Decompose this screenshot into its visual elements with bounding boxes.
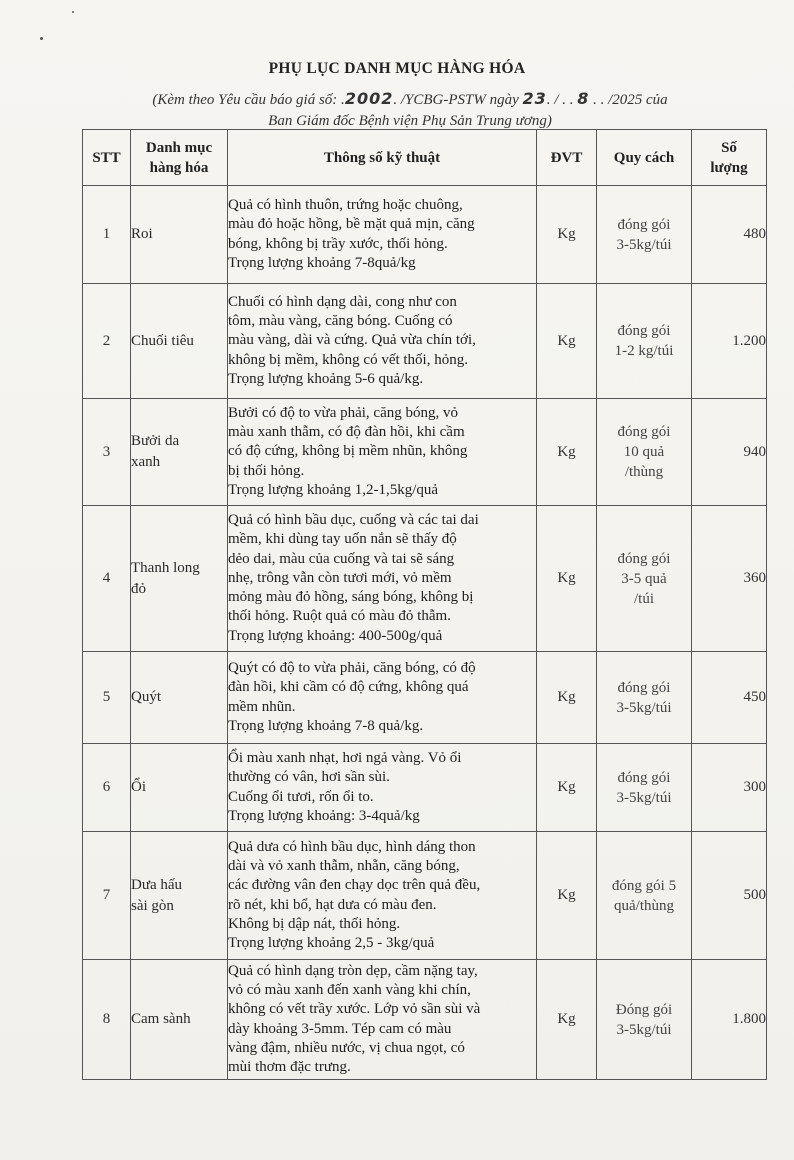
table-row: [83, 399, 767, 506]
spec-line: các đường vân đen chạy dọc trên quả đều,: [228, 877, 481, 894]
spec-line: nhẹ, trông vẫn còn tươi mới, vỏ mềm: [228, 569, 452, 586]
spec-line: Trọng lượng khoảng 7-8 quả/kg.: [228, 717, 424, 734]
row-quantity: 940: [692, 399, 767, 506]
row-stt: 3: [83, 399, 131, 506]
header-qty-line: Số: [721, 139, 737, 156]
item-name-line: Chuối tiêu: [131, 332, 194, 349]
row-stt: 5: [83, 652, 131, 744]
row-stt: 2: [83, 284, 131, 399]
table-row: [83, 832, 767, 960]
row-packaging: [597, 744, 692, 832]
spec-line: tôm, màu vàng, căng bóng. Cuống có: [228, 313, 453, 330]
document-subtitle: [0, 88, 794, 132]
spec-line: màu đỏ hoặc hồng, bề mặt quả mịn, căng: [228, 216, 475, 233]
spec-line: Trọng lượng khoảng 1,2-1,5kg/quả: [228, 481, 439, 498]
spec-line: đàn hồi, khi cầm có độ cứng, không quá: [228, 679, 469, 696]
header-stt: STT: [83, 130, 131, 186]
goods-table-body: [83, 186, 767, 1080]
spec-line: Quýt có độ to vừa phải, căng bóng, có độ: [228, 659, 476, 676]
row-item-name: [131, 744, 228, 832]
document-title: PHỤ LỤC DANH MỤC HÀNG HÓA: [268, 60, 526, 77]
packaging-line: đóng gói: [617, 216, 671, 233]
spec-line: Quả có hình thuôn, trứng hoặc chuông,: [228, 196, 463, 213]
row-unit: Kg: [537, 284, 597, 399]
spec-line: Quả dưa có hình bầu dục, hình dáng thon: [228, 838, 476, 855]
spec-line: dài và vỏ xanh thẫm, nhẵn, căng bóng,: [228, 857, 460, 874]
spec-line: có độ cứng, không bị mềm nhũn, không: [228, 443, 468, 460]
spec-line: mỏng màu đỏ hồng, sáng bóng, không bị: [228, 589, 474, 606]
packaging-line: 3-5kg/túi: [616, 699, 672, 716]
row-stt: 8: [83, 960, 131, 1080]
spec-line: màu xanh thẫm, có độ đàn hồi, khi cầm: [228, 424, 465, 441]
spec-line: dẻo dai, màu của cuống và tai sẽ sáng: [228, 550, 455, 567]
header-unit: ĐVT: [537, 130, 597, 186]
row-packaging: [597, 506, 692, 652]
row-quantity: 450: [692, 652, 767, 744]
spec-line: mềm nhũn.: [228, 698, 296, 715]
spec-line: Quả có hình dạng tròn dẹp, cầm nặng tay,: [228, 962, 478, 979]
item-name-line: Cam sành: [131, 1011, 191, 1027]
row-spec: [228, 960, 537, 1080]
item-name-line: Quýt: [131, 689, 161, 705]
row-packaging: [597, 186, 692, 284]
item-name-line: Thanh long: [131, 559, 200, 576]
spec-line: Ổi màu xanh nhạt, hơi ngả vàng. Vỏ ổi: [228, 749, 462, 766]
row-spec: [228, 744, 537, 832]
spec-line: Trọng lượng khoảng 7-8quả/kg: [228, 254, 416, 271]
spec-line: Chuối có hình dạng dài, cong như con: [228, 293, 457, 310]
subtitle-suffix: . . /2025 của: [589, 92, 668, 108]
row-quantity: 1.800: [692, 960, 767, 1080]
row-spec: [228, 399, 537, 506]
row-packaging: [597, 652, 692, 744]
packaging-line: 3-5kg/túi: [616, 789, 672, 806]
spec-line: Trọng lượng khoảng 2,5 - 3kg/quả: [228, 935, 435, 952]
header-name-line: Danh mục: [145, 139, 213, 156]
header-name: [131, 130, 228, 186]
spec-line: rõ nét, khi bổ, hạt dưa có màu đen.: [228, 896, 437, 913]
row-item-name: [131, 506, 228, 652]
spec-line: mềm, khi dùng tay uốn nắn sẽ thấy độ: [228, 531, 457, 548]
item-name-line: xanh: [131, 454, 161, 470]
table-row: [83, 652, 767, 744]
packaging-line: đóng gói 5: [611, 877, 677, 894]
packaging-line: quả/thùng: [614, 897, 674, 914]
subtitle-line-2: Ban Giám đốc Bệnh viện Phụ Sản Trung ương): [268, 113, 552, 129]
row-unit: Kg: [537, 399, 597, 506]
header-qty: [692, 130, 767, 186]
spec-line: Trọng lượng khoảng 5-6 quả/kg.: [228, 370, 424, 387]
packaging-line: Đóng gói: [615, 1001, 673, 1018]
packaging-line: /thùng: [624, 464, 664, 480]
row-unit: Kg: [537, 652, 597, 744]
row-stt: 1: [83, 186, 131, 284]
goods-table: [82, 129, 767, 1080]
subtitle-mid: . /YCBG-PSTW ngày: [393, 92, 523, 108]
row-stt: 7: [83, 832, 131, 960]
packaging-line: 10 quả: [623, 444, 665, 460]
spec-line: vỏ có màu xanh đến xanh vàng khi chín,: [228, 981, 471, 998]
subtitle-line-1: [0, 88, 794, 111]
spec-line: màu vàng, dài và cứng. Quả vừa chín tới,: [228, 332, 476, 349]
row-spec: [228, 284, 537, 399]
spec-line: thối hỏng. Ruột quả có màu đỏ thẫm.: [228, 608, 451, 625]
spec-line: dày khoảng 3-5mm. Tép cam có màu: [228, 1020, 452, 1037]
row-quantity: 360: [692, 506, 767, 652]
spec-line: Cuống ổi tươi, rốn ổi to.: [228, 788, 374, 805]
scan-speck: [72, 11, 74, 13]
item-name-line: sài gòn: [131, 897, 174, 914]
row-item-name: [131, 832, 228, 960]
spec-line: không có vết trầy xước. Lớp vỏ sần sùi và: [228, 1001, 481, 1018]
row-packaging: [597, 832, 692, 960]
row-quantity: 500: [692, 832, 767, 960]
row-quantity: 480: [692, 186, 767, 284]
subtitle-sep: . / . .: [546, 92, 578, 108]
day-handwritten: 23: [522, 89, 547, 108]
item-name-line: Dưa hấu: [131, 876, 183, 893]
table-row: [83, 186, 767, 284]
packaging-line: 1-2 kg/túi: [614, 343, 674, 359]
spec-line: Không bị dập nát, thối hỏng.: [228, 915, 401, 932]
table-row: [83, 506, 767, 652]
row-stt: 4: [83, 506, 131, 652]
spec-line: bị thối hỏng.: [228, 462, 305, 479]
row-unit: Kg: [537, 506, 597, 652]
row-packaging: [597, 284, 692, 399]
spec-line: Trọng lượng khoảng: 3-4quả/kg: [228, 807, 420, 824]
row-unit: Kg: [537, 960, 597, 1080]
spec-line: Quả có hình bầu dục, cuống và các tai dai: [228, 511, 479, 528]
spec-line: không bị mềm, không có vết thối, hỏng.: [228, 351, 468, 368]
packaging-line: đóng gói: [617, 679, 671, 696]
header-qty-line: lượng: [710, 159, 748, 176]
item-name-line: đỏ: [131, 580, 146, 597]
row-packaging: [597, 960, 692, 1080]
row-unit: Kg: [537, 186, 597, 284]
spec-line: mùi thơm đặc trưng.: [228, 1059, 351, 1076]
row-unit: Kg: [537, 744, 597, 832]
table-row: [83, 284, 767, 399]
row-item-name: [131, 284, 228, 399]
table-row: [83, 744, 767, 832]
spec-line: Bưởi có độ to vừa phải, căng bóng, vỏ: [228, 404, 458, 421]
header-spec: Thông số kỹ thuật: [228, 130, 537, 186]
packaging-line: 3-5 quả: [621, 570, 667, 587]
packaging-line: /túi: [633, 590, 654, 607]
packaging-line: đóng gói: [617, 424, 671, 440]
table-row: [83, 960, 767, 1080]
row-spec: [228, 832, 537, 960]
table-header-row: [83, 130, 767, 186]
spec-line: Trọng lượng khoảng: 400-500g/quả: [228, 627, 443, 644]
packaging-line: 3-5kg/túi: [616, 236, 672, 253]
item-name-line: Bưởi da: [131, 433, 180, 449]
row-unit: Kg: [537, 832, 597, 960]
packaging-line: 3-5kg/túi: [616, 1021, 672, 1038]
row-item-name: [131, 186, 228, 284]
row-item-name: [131, 399, 228, 506]
scan-speck: [40, 37, 43, 40]
item-name-line: Roi: [131, 226, 153, 242]
item-name-line: Ổi: [131, 779, 146, 795]
packaging-line: đóng gói: [617, 323, 671, 339]
row-item-name: [131, 652, 228, 744]
row-packaging: [597, 399, 692, 506]
row-stt: 6: [83, 744, 131, 832]
row-item-name: [131, 960, 228, 1080]
packaging-line: đóng gói: [617, 550, 671, 567]
month-handwritten: 8: [577, 89, 590, 108]
spec-line: thường có vân, hơi sần sùi.: [228, 769, 390, 786]
spec-line: bóng, không bị trầy xước, thối hỏng.: [228, 235, 448, 252]
row-quantity: 1.200: [692, 284, 767, 399]
header-pack: Quy cách: [597, 130, 692, 186]
packaging-line: đóng gói: [617, 769, 671, 786]
row-quantity: 300: [692, 744, 767, 832]
spec-line: vàng đậm, nhiều nước, vị chua ngọt, có: [228, 1039, 465, 1056]
header-name-line: hàng hóa: [149, 159, 209, 176]
subtitle-prefix: (Kèm theo Yêu cầu báo giá số: .: [152, 92, 345, 108]
row-spec: [228, 186, 537, 284]
request-number-handwritten: 2002: [344, 89, 394, 108]
row-spec: [228, 506, 537, 652]
row-spec: [228, 652, 537, 744]
